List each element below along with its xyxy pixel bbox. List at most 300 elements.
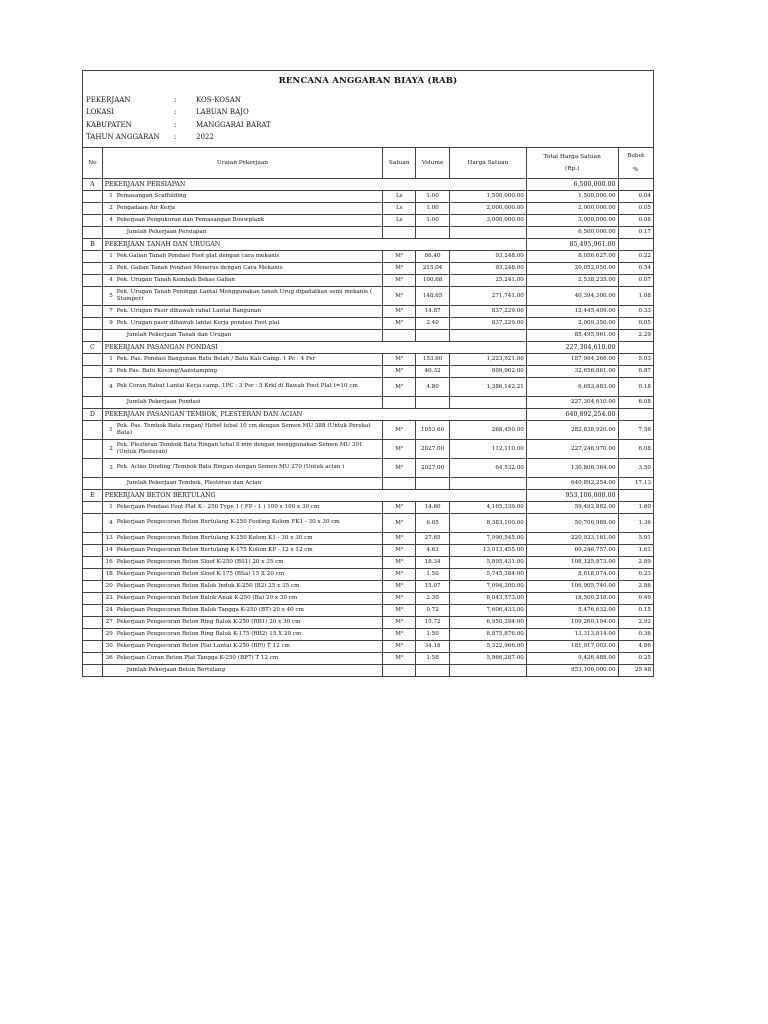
item-unit: M³ (383, 532, 416, 544)
info-label: TAHUN ANGGARAN (86, 133, 160, 142)
header-total-unit: (Rp.) (564, 165, 580, 172)
item-total-price: 227,246,970.00 (526, 439, 618, 458)
item-unit: M³ (383, 568, 416, 580)
section-total: 85,495,961.00 (526, 238, 618, 250)
item-description: Pek. Plesteran Tembok Bata Ringan tebal 8 mm dengan menggunakan Semen MU 301 (Untuk Plesteran) (115, 439, 383, 458)
item-weight: 0.22 (618, 250, 653, 262)
header-bobot-label: Bobot (627, 152, 645, 159)
row-spacer (83, 396, 103, 408)
table-row (83, 286, 654, 305)
item-description: Pek Coran Rabat Lantai Kerja camp. 1PC : 3 Psr : 5 Krkl di Bawah Foot Plat t=10 cm (115, 377, 383, 396)
item-number: 2 (102, 439, 115, 458)
header-volume: Volume (416, 147, 449, 178)
section-name: PEKERJAAN PERSIAPAN (102, 178, 526, 190)
item-weight: 1.36 (618, 513, 653, 532)
item-volume: 27.65 (416, 532, 449, 544)
subtotal-empty (416, 477, 449, 489)
row-spacer (83, 439, 103, 458)
subtotal-empty (383, 226, 416, 238)
item-weight: 1.61 (618, 544, 653, 556)
item-description: Pek. Urugan pasir dibawah lantai Kerja pondasi Foot plat (115, 317, 383, 329)
item-number: 30 (102, 640, 115, 652)
item-total-price: 60,246,757.00 (526, 544, 618, 556)
item-volume: 4.80 (416, 377, 449, 396)
table-row (83, 556, 654, 568)
item-volume: 15.07 (416, 580, 449, 592)
item-unit-price: 112,110.00 (449, 439, 526, 458)
section-weight-empty (618, 489, 653, 501)
item-unit: M² (383, 439, 416, 458)
item-volume: 1.00 (416, 190, 449, 202)
row-spacer (83, 501, 103, 513)
subtotal-row (83, 477, 654, 489)
item-number: 4 (102, 513, 115, 532)
item-description: Pekerjaan Pengecoran Beton Bertulang K-250 Footing Kolom FK1 - 30 x 30 cm (115, 513, 383, 532)
table-row (83, 640, 654, 652)
item-unit: M³ (383, 604, 416, 616)
item-unit-price: 64,532.00 (449, 458, 526, 477)
table-row (83, 262, 654, 274)
item-unit-price: 7,606,433.00 (449, 604, 526, 616)
item-total-price: 2,000,000.00 (526, 202, 618, 214)
item-volume: 1053.60 (416, 420, 449, 439)
subtotal-label: Jumlah Pekerjaan Pondasi (102, 396, 382, 408)
item-number: 7 (102, 305, 115, 317)
table-row (83, 317, 654, 329)
item-total-price: 12,445,409.00 (526, 305, 618, 317)
subtotal-weight: 6.08 (618, 396, 653, 408)
item-unit: M³ (383, 305, 416, 317)
table-row (83, 604, 654, 616)
item-total-price: 3,000,000.00 (526, 214, 618, 226)
item-total-price: 282,838,920.00 (526, 420, 618, 439)
item-description: Pek. Urugan Pasir dibawah rabat Lantai Bangunan (115, 305, 383, 317)
row-spacer (83, 580, 103, 592)
item-unit-price: 3,000,000.00 (449, 214, 526, 226)
subtotal-empty (383, 329, 416, 341)
item-number: 36 (102, 652, 115, 664)
row-spacer (83, 262, 103, 274)
row-spacer (83, 568, 103, 580)
info-row (86, 131, 653, 143)
header-total-label: Total Harga Satuan (543, 153, 601, 160)
rab-table (82, 147, 654, 677)
item-number: 18 (102, 568, 115, 580)
row-spacer (83, 202, 103, 214)
item-description: Pekerjaan Pengukuran dan Pemasangan Bouwplank (115, 214, 383, 226)
subtotal-label: Jumlah Pekerjaan Persiapan (102, 226, 382, 238)
item-unit: M³ (383, 274, 416, 286)
item-unit: M³ (383, 592, 416, 604)
item-volume: 4.63 (416, 544, 449, 556)
row-spacer (83, 592, 103, 604)
row-spacer (83, 250, 103, 262)
item-weight: 2.89 (618, 556, 653, 568)
item-weight: 2.86 (618, 580, 653, 592)
item-unit: M³ (383, 640, 416, 652)
item-unit-price: 268,450.00 (449, 420, 526, 439)
item-unit: M³ (383, 628, 416, 640)
item-unit-price: 6,950,394.00 (449, 616, 526, 628)
section-header-row (83, 408, 654, 420)
subtotal-empty (416, 329, 449, 341)
item-weight: 0.54 (618, 262, 653, 274)
item-volume: 14.60 (416, 501, 449, 513)
subtotal-row (83, 329, 654, 341)
item-volume: 40.32 (416, 365, 449, 377)
header-satuan: Satuan (383, 147, 416, 178)
item-number: 20 (102, 580, 115, 592)
item-unit-price: 5,895,431.00 (449, 556, 526, 568)
section-header-row (83, 238, 654, 250)
item-unit: M³ (383, 501, 416, 513)
item-total-price: 13,313,814.00 (526, 628, 618, 640)
section-name: PEKERJAAN BETON BERTULANG (102, 489, 526, 501)
item-unit: M³ (383, 317, 416, 329)
subtotal-label: Jumlah Pekerjaan Beton Bertulang (102, 664, 382, 676)
item-volume: 6.05 (416, 513, 449, 532)
item-total-price: 106,905,740.00 (526, 580, 618, 592)
item-unit-price: 4,165,339.00 (449, 501, 526, 513)
subtotal-weight: 17.13 (618, 477, 653, 489)
row-spacer (83, 365, 103, 377)
item-unit-price: 837,229.00 (449, 317, 526, 329)
table-row (83, 501, 654, 513)
item-volume: 2027.00 (416, 439, 449, 458)
table-row (83, 202, 654, 214)
subtotal-weight: 25.48 (618, 664, 653, 676)
item-unit-price: 7,094,300.00 (449, 580, 526, 592)
info-row (86, 106, 653, 118)
item-number: 3 (102, 458, 115, 477)
item-number: 1 (102, 501, 115, 513)
row-spacer (83, 214, 103, 226)
item-description: Pekerjaan Pengecoran Beton Balok Tangga K-250 (BT) 20 x 40 cm (115, 604, 383, 616)
item-total-price: 9,426,488.00 (526, 652, 618, 664)
section-letter: A (83, 178, 103, 190)
item-volume: 2027.00 (416, 458, 449, 477)
subtotal-empty (416, 226, 449, 238)
row-spacer (83, 513, 103, 532)
item-total-price: 1,500,000.00 (526, 190, 618, 202)
item-unit: M³ (383, 616, 416, 628)
item-volume: 1.50 (416, 628, 449, 640)
section-total: 227,304,610.00 (526, 341, 618, 353)
item-number: 2 (102, 365, 115, 377)
section-letter: E (83, 489, 103, 501)
subtotal-weight: 2.29 (618, 329, 653, 341)
info-row (86, 119, 653, 131)
table-row (83, 214, 654, 226)
item-total-price: 8,056,627.00 (526, 250, 618, 262)
row-spacer (83, 190, 103, 202)
section-header-row (83, 341, 654, 353)
item-description: Pek. Urugan Tanah Peninggi Lantai Menggunakan tanah Urug dipadatkan semi mekanis ( Stamper) (115, 286, 383, 305)
section-letter: D (83, 408, 103, 420)
item-total-price: 109,260,194.00 (526, 616, 618, 628)
table-row (83, 250, 654, 262)
item-weight: 0.04 (618, 190, 653, 202)
subtotal-row (83, 226, 654, 238)
item-number: 1 (102, 190, 115, 202)
item-unit-price: 1,386,142.21 (449, 377, 526, 396)
row-spacer (83, 317, 103, 329)
subtotal-weight: 0.17 (618, 226, 653, 238)
item-weight: 5.91 (618, 532, 653, 544)
table-row (83, 458, 654, 477)
item-description: Pekerjaan Pengecoran Beton Sloof K-175 (BSa) 15 X 20 cm (115, 568, 383, 580)
item-number: 14 (102, 544, 115, 556)
subtotal-amount: 85,495,961.00 (526, 329, 618, 341)
item-weight: 0.36 (618, 628, 653, 640)
item-volume: 148.65 (416, 286, 449, 305)
section-letter: B (83, 238, 103, 250)
section-name: PEKERJAAN TANAH DAN URUGAN (102, 238, 526, 250)
item-volume: 2.40 (416, 317, 449, 329)
item-unit-price: 5,745,384.00 (449, 568, 526, 580)
item-description: Pekerjaan Pengecoran Beton Bertulang K-250 Kolom K1 - 30 x 30 cm (115, 532, 383, 544)
item-weight: 0.25 (618, 652, 653, 664)
row-spacer (83, 628, 103, 640)
item-weight: 7.56 (618, 420, 653, 439)
item-number: 5 (102, 286, 115, 305)
section-header-row (83, 489, 654, 501)
item-total-price: 220,923,161.00 (526, 532, 618, 544)
item-unit: M³ (383, 544, 416, 556)
header-harga-satuan: Harga Satuan (449, 147, 526, 178)
item-number: 27 (102, 616, 115, 628)
subtotal-empty (449, 477, 526, 489)
project-info (82, 91, 654, 147)
item-volume: 18.34 (416, 556, 449, 568)
subtotal-amount: 640,892,254.00 (526, 477, 618, 489)
item-description: Pemasangan Scaffolding (115, 190, 383, 202)
item-description: Pekerjaan Pengecoran Beton Balok Induk K-250 (B2) 25 x 35 cm (115, 580, 383, 592)
info-colon: : (174, 108, 177, 117)
item-volume: 153.60 (416, 353, 449, 365)
item-unit-price: 809,962.00 (449, 365, 526, 377)
info-value: KOS-KOSAN (196, 96, 241, 104)
section-weight-empty (618, 408, 653, 420)
item-total-price: 108,125,873.00 (526, 556, 618, 568)
subtotal-row (83, 664, 654, 676)
section-name: PEKERJAAN PASANGAN PONDASI (102, 341, 526, 353)
section-total: 640,892,254.00 (526, 408, 618, 420)
item-volume: 1.00 (416, 202, 449, 214)
item-weight: 0.08 (618, 214, 653, 226)
item-number: 4 (102, 274, 115, 286)
item-volume: 86.40 (416, 250, 449, 262)
item-total-price: 2,538,235.00 (526, 274, 618, 286)
subtotal-empty (449, 226, 526, 238)
row-spacer (83, 544, 103, 556)
table-header-row (83, 147, 654, 178)
item-unit-price: 13,013,455.00 (449, 544, 526, 556)
item-total-price: 40,394,300.00 (526, 286, 618, 305)
row-spacer (83, 616, 103, 628)
header-bobot-unit: % (633, 166, 639, 173)
item-unit-price: 5,966,287.00 (449, 652, 526, 664)
section-weight-empty (618, 178, 653, 190)
header-total-harga (526, 147, 618, 178)
item-volume: 1.00 (416, 214, 449, 226)
item-number: 4 (102, 214, 115, 226)
item-total-price: 20,052,050.00 (526, 262, 618, 274)
header-bobot (618, 147, 653, 178)
item-description: Pek Pas. Batu Kosong/Aanstamping (115, 365, 383, 377)
item-description: Pek.Galian Tanah Pondasi Foot plat dengan cara mekanis (115, 250, 383, 262)
row-spacer (83, 652, 103, 664)
item-unit: Ls (383, 202, 416, 214)
row-spacer (83, 377, 103, 396)
item-total-price: 59,492,882.00 (526, 501, 618, 513)
subtotal-empty (449, 329, 526, 341)
info-colon: : (174, 133, 177, 142)
item-unit: M³ (383, 513, 416, 532)
item-weight: 0.05 (618, 202, 653, 214)
subtotal-empty (449, 396, 526, 408)
subtotal-label: Jumlah Pekerjaan Tanah dan Urugan (102, 329, 382, 341)
item-weight: 1.60 (618, 501, 653, 513)
table-row (83, 532, 654, 544)
item-description: Pek. Acian Dinding /Tembok Bata Ringan dengan Semen MU 270 (Untuk acian ) (115, 458, 383, 477)
item-unit-price: 5,322,966.00 (449, 640, 526, 652)
table-row (83, 580, 654, 592)
item-number: 29 (102, 628, 115, 640)
item-number: 9 (102, 317, 115, 329)
item-unit: M³ (383, 580, 416, 592)
item-unit-price: 837,229.00 (449, 305, 526, 317)
item-total-price: 181,917,002.00 (526, 640, 618, 652)
item-number: 1 (102, 353, 115, 365)
subtotal-empty (383, 477, 416, 489)
item-description: Pek. Pas. Tembok Bata ringan/ Hebel tebal 10 cm dengan Semen MU 388 (Untuk Perekat Bata) (115, 420, 383, 439)
section-header-row (83, 178, 654, 190)
item-unit-price: 7,990,545.00 (449, 532, 526, 544)
item-volume: 34.18 (416, 640, 449, 652)
info-value: MANGGARAI BARAT (196, 120, 271, 129)
item-number: 2 (102, 202, 115, 214)
item-volume: 15.72 (416, 616, 449, 628)
item-unit: Ls (383, 214, 416, 226)
item-description: Pekerjaan Pengecoran Beton Sloof K-250 (BS1) 20 x 35 cm (115, 556, 383, 568)
row-spacer (83, 286, 103, 305)
item-description: Pekerjaan Pondasi Foot Plat K - 250 Type 1 ( FP - 1 ) 100 x 100 x 30 cm (115, 501, 383, 513)
item-unit-price: 8,383,100.00 (449, 513, 526, 532)
table-row (83, 592, 654, 604)
item-description: Pekerjaan Pengecoran Beton Ring Balok K-250 (RB1) 20 x 30 cm (115, 616, 383, 628)
table-row (83, 353, 654, 365)
item-description: Pekerjaan Pengecoran Beton Balok Anak K-250 (Ba) 20 x 30 cm (115, 592, 383, 604)
row-spacer (83, 420, 103, 439)
item-unit: M³ (383, 286, 416, 305)
row-spacer (83, 458, 103, 477)
item-volume: 1.50 (416, 568, 449, 580)
subtotal-empty (449, 664, 526, 676)
item-unit-price: 1,223,921.00 (449, 353, 526, 365)
subtotal-empty (416, 664, 449, 676)
item-unit: M³ (383, 250, 416, 262)
info-colon: : (174, 96, 177, 104)
subtotal-amount: 953,106,000.00 (526, 664, 618, 676)
item-unit: M³ (383, 556, 416, 568)
section-letter: C (83, 341, 103, 353)
item-total-price: 18,500,218.00 (526, 592, 618, 604)
subtotal-amount: 227,304,610.00 (526, 396, 618, 408)
item-description: Pekerjaan Pengecoran Beton Bertulang K-175 Kolom KP - 12 x 12 cm (115, 544, 383, 556)
row-spacer (83, 604, 103, 616)
table-row (83, 274, 654, 286)
info-label: PEKERJAAN (86, 96, 131, 104)
table-row (83, 568, 654, 580)
item-weight: 0.87 (618, 365, 653, 377)
item-number: 2 (102, 262, 115, 274)
item-volume: 14.87 (416, 305, 449, 317)
row-spacer (83, 532, 103, 544)
item-number: 1 (102, 420, 115, 439)
item-unit-price: 8,043,573.00 (449, 592, 526, 604)
table-row (83, 652, 654, 664)
item-description: Pekerjaan Pengecoran Beton Plat Lantai K-250 (BPl) T 12 cm (115, 640, 383, 652)
row-spacer (83, 664, 103, 676)
table-row (83, 628, 654, 640)
item-number: 4 (102, 377, 115, 396)
item-description: Pekerjaan Pengecoran Beton Ring Balok K-175 (RB2) 15 X 20 cm (115, 628, 383, 640)
item-total-price: 187,994,266.00 (526, 353, 618, 365)
info-value: 2022 (196, 133, 214, 142)
header-uraian: Uraian Pekerjaan (102, 147, 382, 178)
row-spacer (83, 477, 103, 489)
item-unit: M³ (383, 365, 416, 377)
row-spacer (83, 640, 103, 652)
item-unit: M³ (383, 262, 416, 274)
item-weight: 0.33 (618, 305, 653, 317)
item-weight: 5.03 (618, 353, 653, 365)
row-spacer (83, 329, 103, 341)
item-unit: M³ (383, 377, 416, 396)
table-row (83, 377, 654, 396)
subtotal-empty (383, 664, 416, 676)
item-total-price: 8,618,074.00 (526, 568, 618, 580)
item-volume: 100.68 (416, 274, 449, 286)
item-unit-price: 2,000,000.00 (449, 202, 526, 214)
table-row (83, 190, 654, 202)
row-spacer (83, 353, 103, 365)
item-description: Pek. Pas. Pondasi Bangunan Batu Belah / Batu Kali Camp. 1 Pc : 4 Psr (115, 353, 383, 365)
item-weight: 0.18 (618, 377, 653, 396)
table-row (83, 616, 654, 628)
table-row (83, 544, 654, 556)
item-weight: 6.08 (618, 439, 653, 458)
table-row (83, 420, 654, 439)
item-description: Pek. Urugan Tanah Kembali Bekas Galian (115, 274, 383, 286)
item-weight: 2.92 (618, 616, 653, 628)
info-value: LABUAN BAJO (196, 108, 249, 117)
item-volume: 215.04 (416, 262, 449, 274)
header-no: No (83, 147, 103, 178)
document-title: RENCANA ANGGARAN BIAYA (RAB) (82, 70, 654, 91)
item-unit-price: 93,248.00 (449, 250, 526, 262)
item-total-price: 2,009,350.00 (526, 317, 618, 329)
rab-document (82, 70, 654, 677)
item-total-price: 50,700,989.00 (526, 513, 618, 532)
subtotal-empty (416, 396, 449, 408)
section-total: 6,500,000.00 (526, 178, 618, 190)
row-spacer (83, 274, 103, 286)
item-total-price: 6,653,483.00 (526, 377, 618, 396)
item-weight: 4.86 (618, 640, 653, 652)
item-volume: 0.72 (416, 604, 449, 616)
